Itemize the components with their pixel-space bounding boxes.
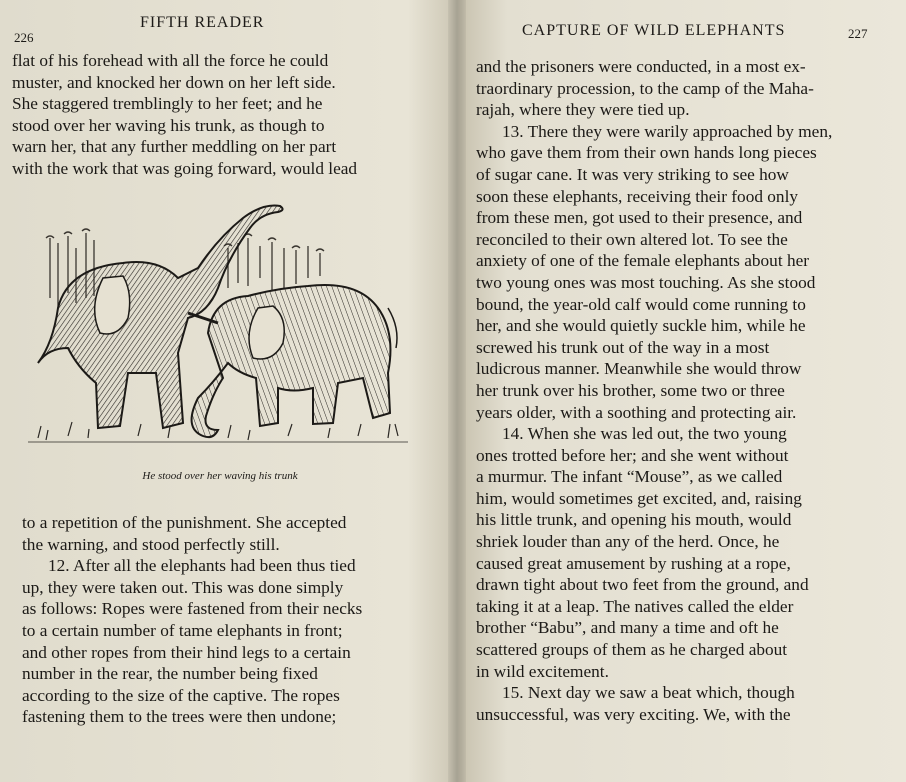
text-line: unsuccessful, was very exciting. We, with the [476,704,791,724]
text-line: 13. There they were warily approached by men, [502,121,833,141]
text-line: her trunk over his brother, some two or three [476,380,785,400]
text-line: a murmur. The infant “Mouse”, as we called [476,467,783,487]
left-page-number: 226 [14,30,34,45]
right-text [476,56,894,725]
left-running-head: FIFTH READER [140,14,265,31]
right-elephant-graphic [192,285,397,437]
text-line: number in the rear, the number being fixed [22,664,318,684]
right-page [460,0,906,782]
text-line: 15. Next day we saw a beat which, though [502,683,795,703]
text-line: bound, the year-old calf would come running to [476,294,806,314]
text-line: ludicrous manner. Meanwhile she would throw [476,359,802,379]
text-line: warn her, that any further meddling on her part [12,137,337,157]
right-running-head: CAPTURE OF WILD ELEPHANTS [522,22,786,39]
text-line: taking it at a leap. The natives called the elder [476,596,794,616]
text-line: soon these elephants, receiving their food only [476,186,799,206]
left-text-bottom [22,512,422,728]
text-line: muster, and knocked her down on her left side. [12,72,336,92]
text-line: as follows: Ropes were fastened from their necks [22,599,363,619]
text-line: fastening them to the trees were then undone; [22,707,337,727]
elephants-illustration [28,198,408,450]
text-line: 12. After all the elephants had been thus tied [48,556,356,576]
text-line: the warning, and stood perfectly still. [22,534,280,554]
text-line: She staggered tremblingly to her feet; and he [12,94,323,114]
text-line: and other ropes from their hind legs to a certain [22,642,351,662]
text-line: shriek louder than any of the herd. Once, he [476,532,780,552]
text-line: in wild excitement. [476,661,609,681]
text-line: his little trunk, and opening his mouth, would [476,510,792,530]
text-line: up, they were taken out. This was done simply [22,577,344,597]
figure-caption: He stood over her waving his trunk [142,470,298,482]
text-line: years older, with a soothing and protecting air. [476,402,797,422]
text-line: to a repetition of the punishment. She accepted [22,513,347,532]
text-line: according to the size of the captive. The ropes [22,685,340,705]
text-line: drawn tight about two feet from the ground, and [476,575,809,595]
text-line: to a certain number of tame elephants in front; [22,620,343,640]
text-line: her, and she would quietly suckle him, while he [476,316,806,336]
text-line: him, would sometimes get excited, and, raising [476,488,802,508]
right-page-number: 227 [848,26,868,41]
text-line: two young ones was most touching. As she stood [476,272,816,292]
text-line: anxiety of one of the female elephants about her [476,251,810,271]
text-line: caused great amusement by rushing at a rope, [476,553,791,573]
text-line: 14. When she was led out, the two young [502,424,787,444]
text-line: who gave them from their own hands long pieces [476,143,817,163]
text-line: scattered groups of them as he charged about [476,640,788,660]
text-line: brother “Babu”, and many a time and oft he [476,618,779,638]
text-line: ones trotted before her; and she went without [476,445,789,465]
left-text-top [12,50,412,180]
text-line: flat of his forehead with all the force he could [12,51,329,70]
text-line: from these men, got used to their presence, and [476,208,803,228]
text-line: with the work that was going forward, would lead [12,158,358,178]
text-line: and the prisoners were conducted, in a most ex- [476,57,806,76]
text-line: traordinary procession, to the camp of the Maha- [476,78,814,98]
text-line: rajah, where they were tied up. [476,100,690,120]
text-line: screwed his trunk out of the way in a most [476,337,770,357]
text-line: stood over her waving his trunk, as though to [12,115,325,135]
text-line: of sugar cane. It was very striking to see how [476,164,789,184]
text-line: reconciled to their own altered lot. To see the [476,229,788,249]
